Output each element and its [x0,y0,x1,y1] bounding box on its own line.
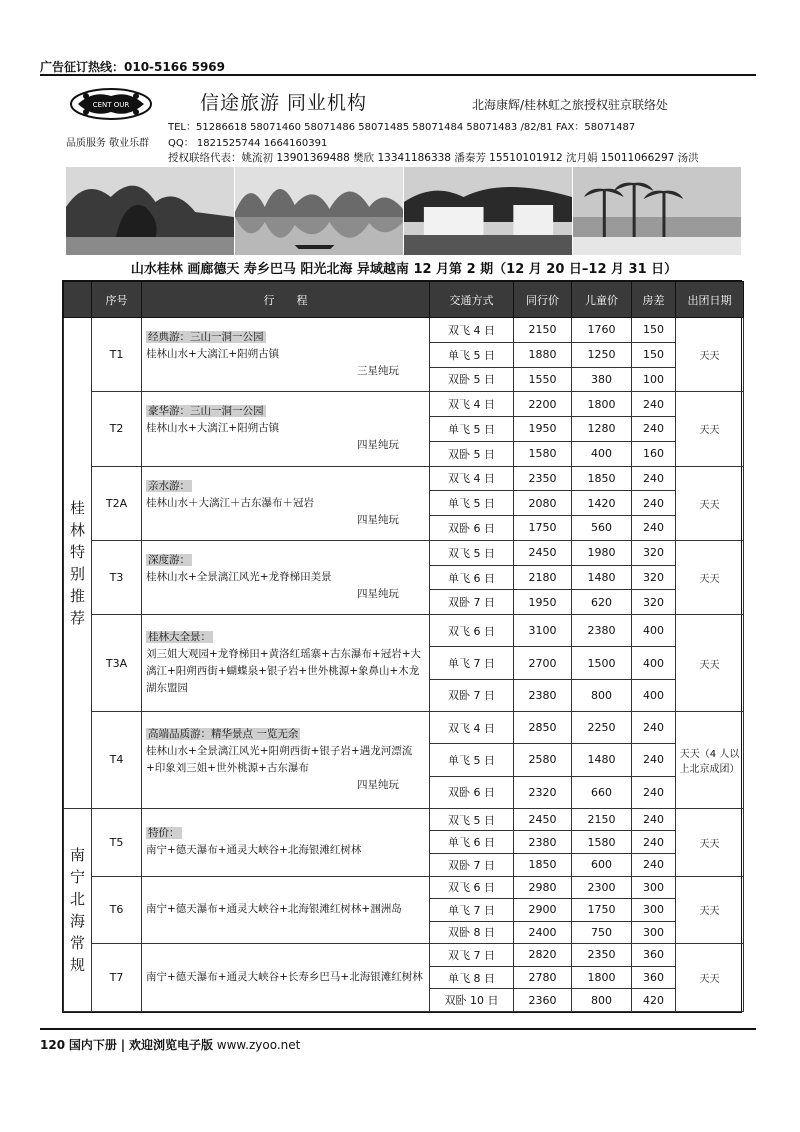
room-difference: 300 [632,876,676,899]
peer-price: 2320 [514,776,572,808]
peer-price: 2360 [514,989,572,1012]
tour-id: T4 [92,712,142,809]
col-id: 序号 [92,282,142,318]
transport-mode: 双飞 7 日 [430,944,514,967]
route-name: 桂林大全景： [148,631,211,644]
region-char: 荐 [69,608,85,627]
transport-mode: 双飞 6 日 [430,876,514,899]
ad-hotline: 广告征订热线：010-5166 5969 [40,60,226,74]
route-description: 桂林山水+全景漓江风光+龙脊梯田美景 [146,571,332,584]
table-row [64,466,744,491]
room-difference: 360 [632,944,676,967]
peer-price: 2450 [514,540,572,565]
child-price: 1250 [572,342,632,367]
tour-title: 山水桂林 画廊德天 寿乡巴马 阳光北海 异域越南 12 月第 2 期（12 月 20 日–12 月 31 日） [130,262,678,277]
room-difference: 300 [632,899,676,922]
region-char: 特 [69,542,85,561]
scenery-photo-strip [66,167,742,255]
tour-id: T6 [92,876,142,944]
tour-route [142,392,430,466]
transport-mode: 双卧 7 日 [430,854,514,877]
route-name: 亲水游： [148,479,190,492]
room-difference: 240 [632,831,676,854]
table-row [64,808,744,831]
region-char: 推 [69,586,85,605]
table-header [64,282,744,318]
transport-mode: 单飞 6 日 [430,565,514,590]
room-difference: 160 [632,441,676,466]
region-char: 常 [69,933,85,952]
peer-price: 2700 [514,647,572,679]
col-room-diff: 房差 [632,282,676,318]
route-hotel-grade: 四星纯玩 [357,513,399,526]
peer-price: 1950 [514,590,572,615]
child-price: 400 [572,441,632,466]
route-hotel-grade: 四星纯玩 [357,439,399,452]
peer-price: 1550 [514,367,572,392]
li-river-photo [235,167,404,255]
child-price: 600 [572,854,632,877]
top-rule [40,74,756,76]
departure-schedule: 天天 [676,540,744,614]
transport-mode: 双卧 7 日 [430,679,514,711]
child-price: 380 [572,367,632,392]
transport-mode: 双卧 10 日 [430,989,514,1012]
route-description: 南宁+德天瀑布+通灵大峡谷+北海银滩红树林 [146,844,362,857]
region-label [64,318,92,809]
tour-route [142,808,430,876]
room-difference: 240 [632,516,676,541]
tour-id: T2 [92,392,142,466]
child-price: 1500 [572,647,632,679]
tour-id: T7 [92,944,142,1012]
region-char: 宁 [69,867,85,886]
logo-text: CENT OUR [92,101,130,109]
route-description: 南宁+德天瀑布+通灵大峡谷+长寿乡巴马+北海银滩红树林 [146,971,423,984]
table-row [64,712,744,744]
child-price: 660 [572,776,632,808]
departure-schedule: 天天 [676,318,744,392]
peer-price: 2180 [514,565,572,590]
transport-mode: 双飞 4 日 [430,712,514,744]
peer-price: 1950 [514,417,572,442]
tour-route [142,318,430,392]
footer-cta: 欢迎浏览电子版 [128,1038,213,1052]
peer-price: 1880 [514,342,572,367]
tour-route [142,712,430,809]
agency-logo [68,86,154,122]
room-difference: 400 [632,647,676,679]
room-difference: 360 [632,966,676,989]
route-description: 桂林山水+大漓江+阳朔古镇 [146,348,280,361]
transport-mode: 单飞 5 日 [430,491,514,516]
route-name: 特价： [148,827,180,840]
brand-name: 信途旅游 同业机构 [200,92,368,114]
route-hotel-grade: 四星纯玩 [357,778,399,791]
child-price: 750 [572,921,632,944]
transport-mode: 双飞 5 日 [430,808,514,831]
col-transport: 交通方式 [430,282,514,318]
child-price: 1980 [572,540,632,565]
room-difference: 150 [632,342,676,367]
room-difference: 320 [632,540,676,565]
peer-price: 2380 [514,831,572,854]
route-description: 刘三姐大观园+龙脊梯田+黄洛红瑶寨+古东瀑布+冠岩+大漓江+阳朔西街+蝴蝶泉+银子岩+世外桃源+象鼻山+木龙湖东盟园 [146,648,421,695]
tour-id: T5 [92,808,142,876]
room-difference: 240 [632,417,676,442]
peer-price: 2980 [514,876,572,899]
transport-mode: 双卧 5 日 [430,441,514,466]
table-row [64,318,744,343]
peer-price: 2380 [514,679,572,711]
region-label [64,808,92,1011]
child-price: 1420 [572,491,632,516]
region-char: 海 [69,911,85,930]
room-difference: 240 [632,808,676,831]
tour-route [142,944,430,1012]
tour-route [142,540,430,614]
transport-mode: 单飞 5 日 [430,417,514,442]
table-body [64,318,744,1012]
region-char: 林 [69,520,85,539]
route-name: 高端品质游：精华景点 一览无余 [148,727,299,740]
departure-schedule: 天天 [676,876,744,944]
route-description: 桂林山水+全景漓江风光+阳朔西街+银子岩+遇龙河漂流+印象刘三姐+世外桃源+古东瀑布 [146,744,413,774]
tour-route [142,876,430,944]
child-price: 800 [572,989,632,1012]
transport-mode: 单飞 5 日 [430,342,514,367]
route-hotel-grade: 四星纯玩 [357,588,399,601]
departure-schedule: 天天 [676,392,744,466]
col-departure: 出团日期 [676,282,744,318]
table-row [64,944,744,967]
transport-mode: 双卧 7 日 [430,590,514,615]
room-difference: 400 [632,615,676,647]
route-name: 豪华游：三山一洞一公园 [148,405,264,418]
room-difference: 240 [632,776,676,808]
tour-id: T3A [92,615,142,712]
child-price: 1800 [572,392,632,417]
tour-id: T3 [92,540,142,614]
section-name: 国内下册 [68,1038,117,1052]
room-difference: 240 [632,854,676,877]
qq-line: QQ： 1821525744 1664160391 [168,138,328,149]
child-price: 800 [572,679,632,711]
departure-schedule: 天天 [676,944,744,1012]
route-description: 桂林山水＋大漓江＋古东瀑布＋冠岩 [146,496,314,509]
peer-price: 2780 [514,966,572,989]
transport-mode: 单飞 7 日 [430,899,514,922]
room-difference: 150 [632,318,676,343]
child-price: 1750 [572,899,632,922]
child-price: 1280 [572,417,632,442]
departure-schedule: 天天 [676,808,744,876]
peer-price: 2400 [514,921,572,944]
transport-mode: 双飞 5 日 [430,540,514,565]
tour-price-table [62,280,742,1013]
child-price: 1800 [572,966,632,989]
slogan: 品质服务 敬业乐群 [66,138,150,149]
child-price: 1580 [572,831,632,854]
peer-price: 1850 [514,854,572,877]
child-price: 1480 [572,744,632,776]
transport-mode: 双飞 4 日 [430,466,514,491]
child-price: 1760 [572,318,632,343]
peer-price: 2850 [514,712,572,744]
peer-price: 2200 [514,392,572,417]
tel-fax-line: TEL：51286618 58071460 58071486 58071485 58071484 58071483 /82/81 FAX：58071487 [168,122,636,133]
peer-price: 2450 [514,808,572,831]
region-char: 规 [69,955,85,974]
transport-mode: 双卧 5 日 [430,367,514,392]
region-char: 南 [69,845,85,864]
room-difference: 420 [632,989,676,1012]
room-difference: 100 [632,367,676,392]
child-price: 560 [572,516,632,541]
peer-price: 2350 [514,466,572,491]
peer-price: 2080 [514,491,572,516]
tour-route [142,615,430,712]
region-char: 桂 [69,498,85,517]
route-name: 经典游：三山一洞一公园 [148,331,264,344]
route-description: 南宁+德天瀑布+通灵大峡谷+北海银滩红树林+涠洲岛 [146,903,402,916]
child-price: 2150 [572,808,632,831]
footer-url[interactable]: www.zyoo.net [216,1038,301,1052]
tour-id: T2A [92,466,142,540]
route-hotel-grade: 三星纯玩 [357,365,399,378]
departure-schedule: 天天（4 人以上北京成团） [676,712,744,809]
waterfall-photo [404,167,573,255]
table-row [64,392,744,417]
peer-price: 3100 [514,615,572,647]
peer-price: 2820 [514,944,572,967]
route-description: 桂林山水+大漓江+阳朔古镇 [146,422,280,435]
page-number: 120 [40,1038,66,1052]
room-difference: 240 [632,491,676,516]
peer-price: 2580 [514,744,572,776]
room-difference: 240 [632,466,676,491]
peer-price: 2150 [514,318,572,343]
peer-price: 1580 [514,441,572,466]
tour-id: T1 [92,318,142,392]
transport-mode: 双卧 6 日 [430,516,514,541]
agency-header [62,82,752,168]
page-footer [40,1036,300,1053]
col-price: 同行价 [514,282,572,318]
transport-mode: 双飞 6 日 [430,615,514,647]
child-price: 2350 [572,944,632,967]
table-row [64,540,744,565]
child-price: 1480 [572,565,632,590]
room-difference: 240 [632,712,676,744]
bottom-rule [40,1028,756,1030]
peer-price: 1750 [514,516,572,541]
table-row [64,615,744,647]
child-price: 1850 [572,466,632,491]
child-price: 2300 [572,876,632,899]
transport-mode: 双飞 4 日 [430,318,514,343]
peer-price: 2900 [514,899,572,922]
transport-mode: 单飞 5 日 [430,744,514,776]
footer-divider: | [120,1038,126,1052]
room-difference: 240 [632,392,676,417]
room-difference: 320 [632,565,676,590]
beach-palm-photo [573,167,742,255]
region-char: 北 [69,889,85,908]
col-region [64,282,92,318]
child-price: 620 [572,590,632,615]
transport-mode: 双卧 8 日 [430,921,514,944]
region-char: 别 [69,564,85,583]
departure-schedule: 天天 [676,466,744,540]
route-name: 深度游： [148,554,190,567]
transport-mode: 双飞 4 日 [430,392,514,417]
karst-hill-photo [66,167,235,255]
office-name: 北海康辉/桂林虹之旅授权驻京联络处 [472,98,669,112]
transport-mode: 双卧 6 日 [430,776,514,808]
agents-line: 授权联络代表：姚流初 13901369488 樊欣 13341186338 潘秦芳 15510101912 沈月娟 15011066297 汤洪 [168,152,699,164]
transport-mode: 单飞 6 日 [430,831,514,854]
departure-schedule: 天天 [676,615,744,712]
room-difference: 300 [632,921,676,944]
room-difference: 400 [632,679,676,711]
transport-mode: 单飞 8 日 [430,966,514,989]
room-difference: 240 [632,744,676,776]
child-price: 2380 [572,615,632,647]
col-itinerary: 行 程 [142,282,430,318]
room-difference: 320 [632,590,676,615]
table-row [64,876,744,899]
col-child-price: 儿童价 [572,282,632,318]
tour-route [142,466,430,540]
child-price: 2250 [572,712,632,744]
transport-mode: 单飞 7 日 [430,647,514,679]
